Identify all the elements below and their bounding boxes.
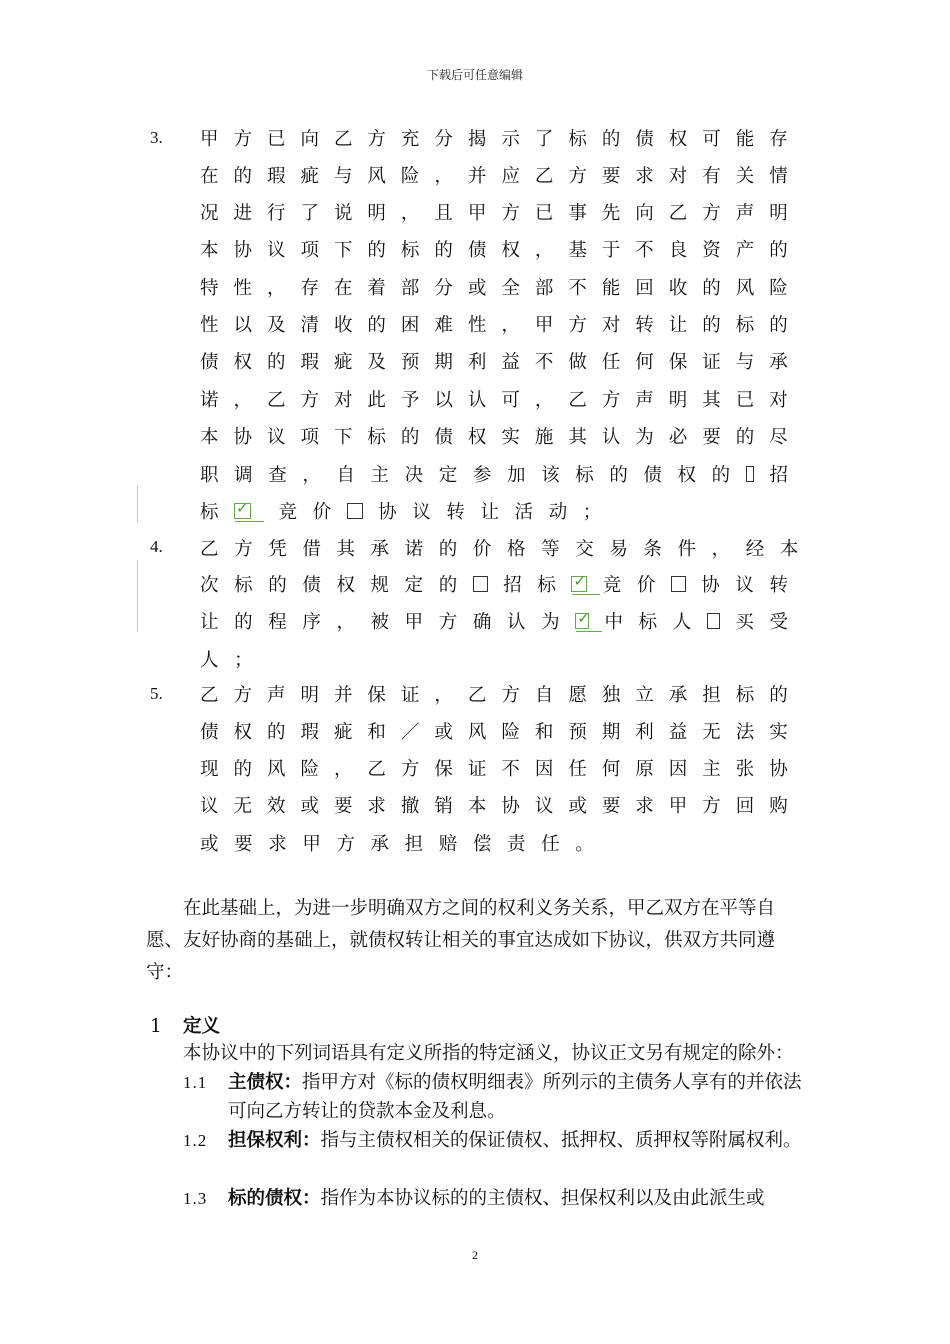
line-text: 协 议 转 让 活 动 ； [378,501,602,523]
item-number: 3. [150,128,163,147]
page-number: 2 [472,1248,478,1262]
line-text: 招 [769,464,788,486]
section-title: 定义 [183,1016,221,1037]
item-line: 债 权 的 瑕 疵 和 ／ 或 风 险 和 预 期 利 益 无 法 实 [200,721,788,743]
definition-number: 1.2 [183,1131,208,1150]
paragraph-text: 在此基础上，为进一步明确双方之间的权利义务关系，甲乙双方在平等自愿、友好协商的基础上，就债权转让相关的事宜达成如下协议，供双方共同遵守： [146,898,776,983]
definition-text: 指作为本协议标的的主债权、担保权利以及由此派生或 [320,1188,765,1209]
item-line: 在 的 瑕 疵 与 风 险 ， 并 应 乙 方 要 求 对 有 关 情 [200,165,788,187]
checkbox-checked-icon[interactable] [571,576,587,592]
item-number: 4. [150,537,163,556]
line-text: 招 标 [503,574,556,596]
definition-term: 标的债权： [228,1188,321,1209]
item-line: 诺 ， 乙 方 对 此 予 以 认 可 ， 乙 方 声 明 其 已 对 [200,389,788,411]
line-text: 竞 价 [602,574,656,596]
checkbox-unchecked-icon[interactable] [473,576,488,592]
definition-term: 主债权： [228,1072,303,1093]
definition-item [183,1184,813,1213]
line-text: 标 [200,501,219,523]
item-4-line-2 [200,565,788,602]
page-header: 下载后可任意编辑 [426,68,523,82]
item-line: 特 性 ， 存 在 着 部 分 或 全 部 不 能 回 收 的 风 险 [200,277,788,299]
item-line: 债 权 的 瑕 疵 及 预 期 利 益 不 做 任 何 保 证 与 承 [200,352,788,374]
checkbox-unchecked-icon[interactable] [671,576,686,592]
definition-item [183,1068,813,1126]
item-4-line-1 [200,529,799,566]
item-4-line-4 [200,640,788,677]
checkbox-checked-icon[interactable] [234,503,251,519]
item-line: 甲 方 已 向 乙 方 充 分 揭 示 了 标 的 债 权 可 能 存 [200,128,788,150]
definition-text: 指与主债权相关的保证债权、抵押权、质押权等附属权利。 [320,1130,802,1151]
definition-number: 1.1 [183,1073,208,1092]
section-number: 1 [150,1016,162,1037]
line-text: 乙 方 凭 借 其 承 诺 的 价 格 等 交 易 条 件 ， 经 本 [200,538,799,560]
line-text: 协 议 转 [701,574,788,596]
item-line: 或 要 求 甲 方 承 担 赔 偿 责 任 。 [200,833,594,855]
item-3-line-10 [200,455,788,492]
revision-bar [137,560,138,632]
item-line: 况 进 行 了 说 明 ， 且 甲 方 已 事 先 向 乙 方 声 明 [200,203,788,225]
definitions-intro [183,1039,813,1068]
line-text: 竞 价 [278,501,332,523]
line-text: 人 ； [200,649,253,671]
item-line: 议 无 效 或 要 求 撤 销 本 协 议 或 要 求 甲 方 回 购 [200,796,788,818]
line-text: 中 标 人 [604,611,692,633]
item-line: 性 以 及 清 收 的 困 难 性 ， 甲 方 对 转 让 的 标 的 [200,315,788,336]
item-3-line-11 [200,492,788,529]
line-text: 买 受 [735,611,788,633]
item-line: 乙 方 声 明 并 保 证 ， 乙 方 自 愿 独 立 承 担 标 的 [200,684,788,706]
item-line: 现 的 风 险 ， 乙 方 保 证 不 因 任 何 原 因 主 张 协 [200,759,788,781]
revision-bar [137,486,138,522]
definitions-intro-text: 本协议中的下列词语具有定义所指的特定涵义，协议正文另有规定的除外： [183,1043,794,1064]
checkbox-unchecked-icon[interactable] [746,466,754,482]
definition-term: 担保权利： [228,1130,321,1151]
checkbox-unchecked-icon[interactable] [347,503,363,519]
item-number: 5. [150,684,163,703]
line-text: 职 调 查 ， 自 主 决 定 参 加 该 标 的 债 权 的 [200,464,731,486]
line-text: 让 的 程 序 ， 被 甲 方 确 认 为 [200,611,560,633]
body-paragraph [146,893,806,989]
definition-number: 1.3 [183,1189,208,1208]
item-line: 本 协 议 项 下 标 的 债 权 实 施 其 认 为 必 要 的 尽 [200,426,788,448]
item-line: 本 协 议 项 下 的 标 的 债 权 ， 基 于 不 良 资 产 的 [200,240,788,262]
item-4-line-3 [200,602,788,639]
section-heading [150,1012,220,1038]
definition-text: 指甲方对《标的债权明细表》所列示的主债务人享有的并依法可向乙方转让的贷款本金及利息。 [228,1072,802,1122]
checkbox-checked-icon[interactable] [575,613,589,629]
checkbox-unchecked-icon[interactable] [707,613,720,629]
line-text: 次 标 的 债 权 规 定 的 [200,574,458,596]
definition-item [183,1126,813,1155]
